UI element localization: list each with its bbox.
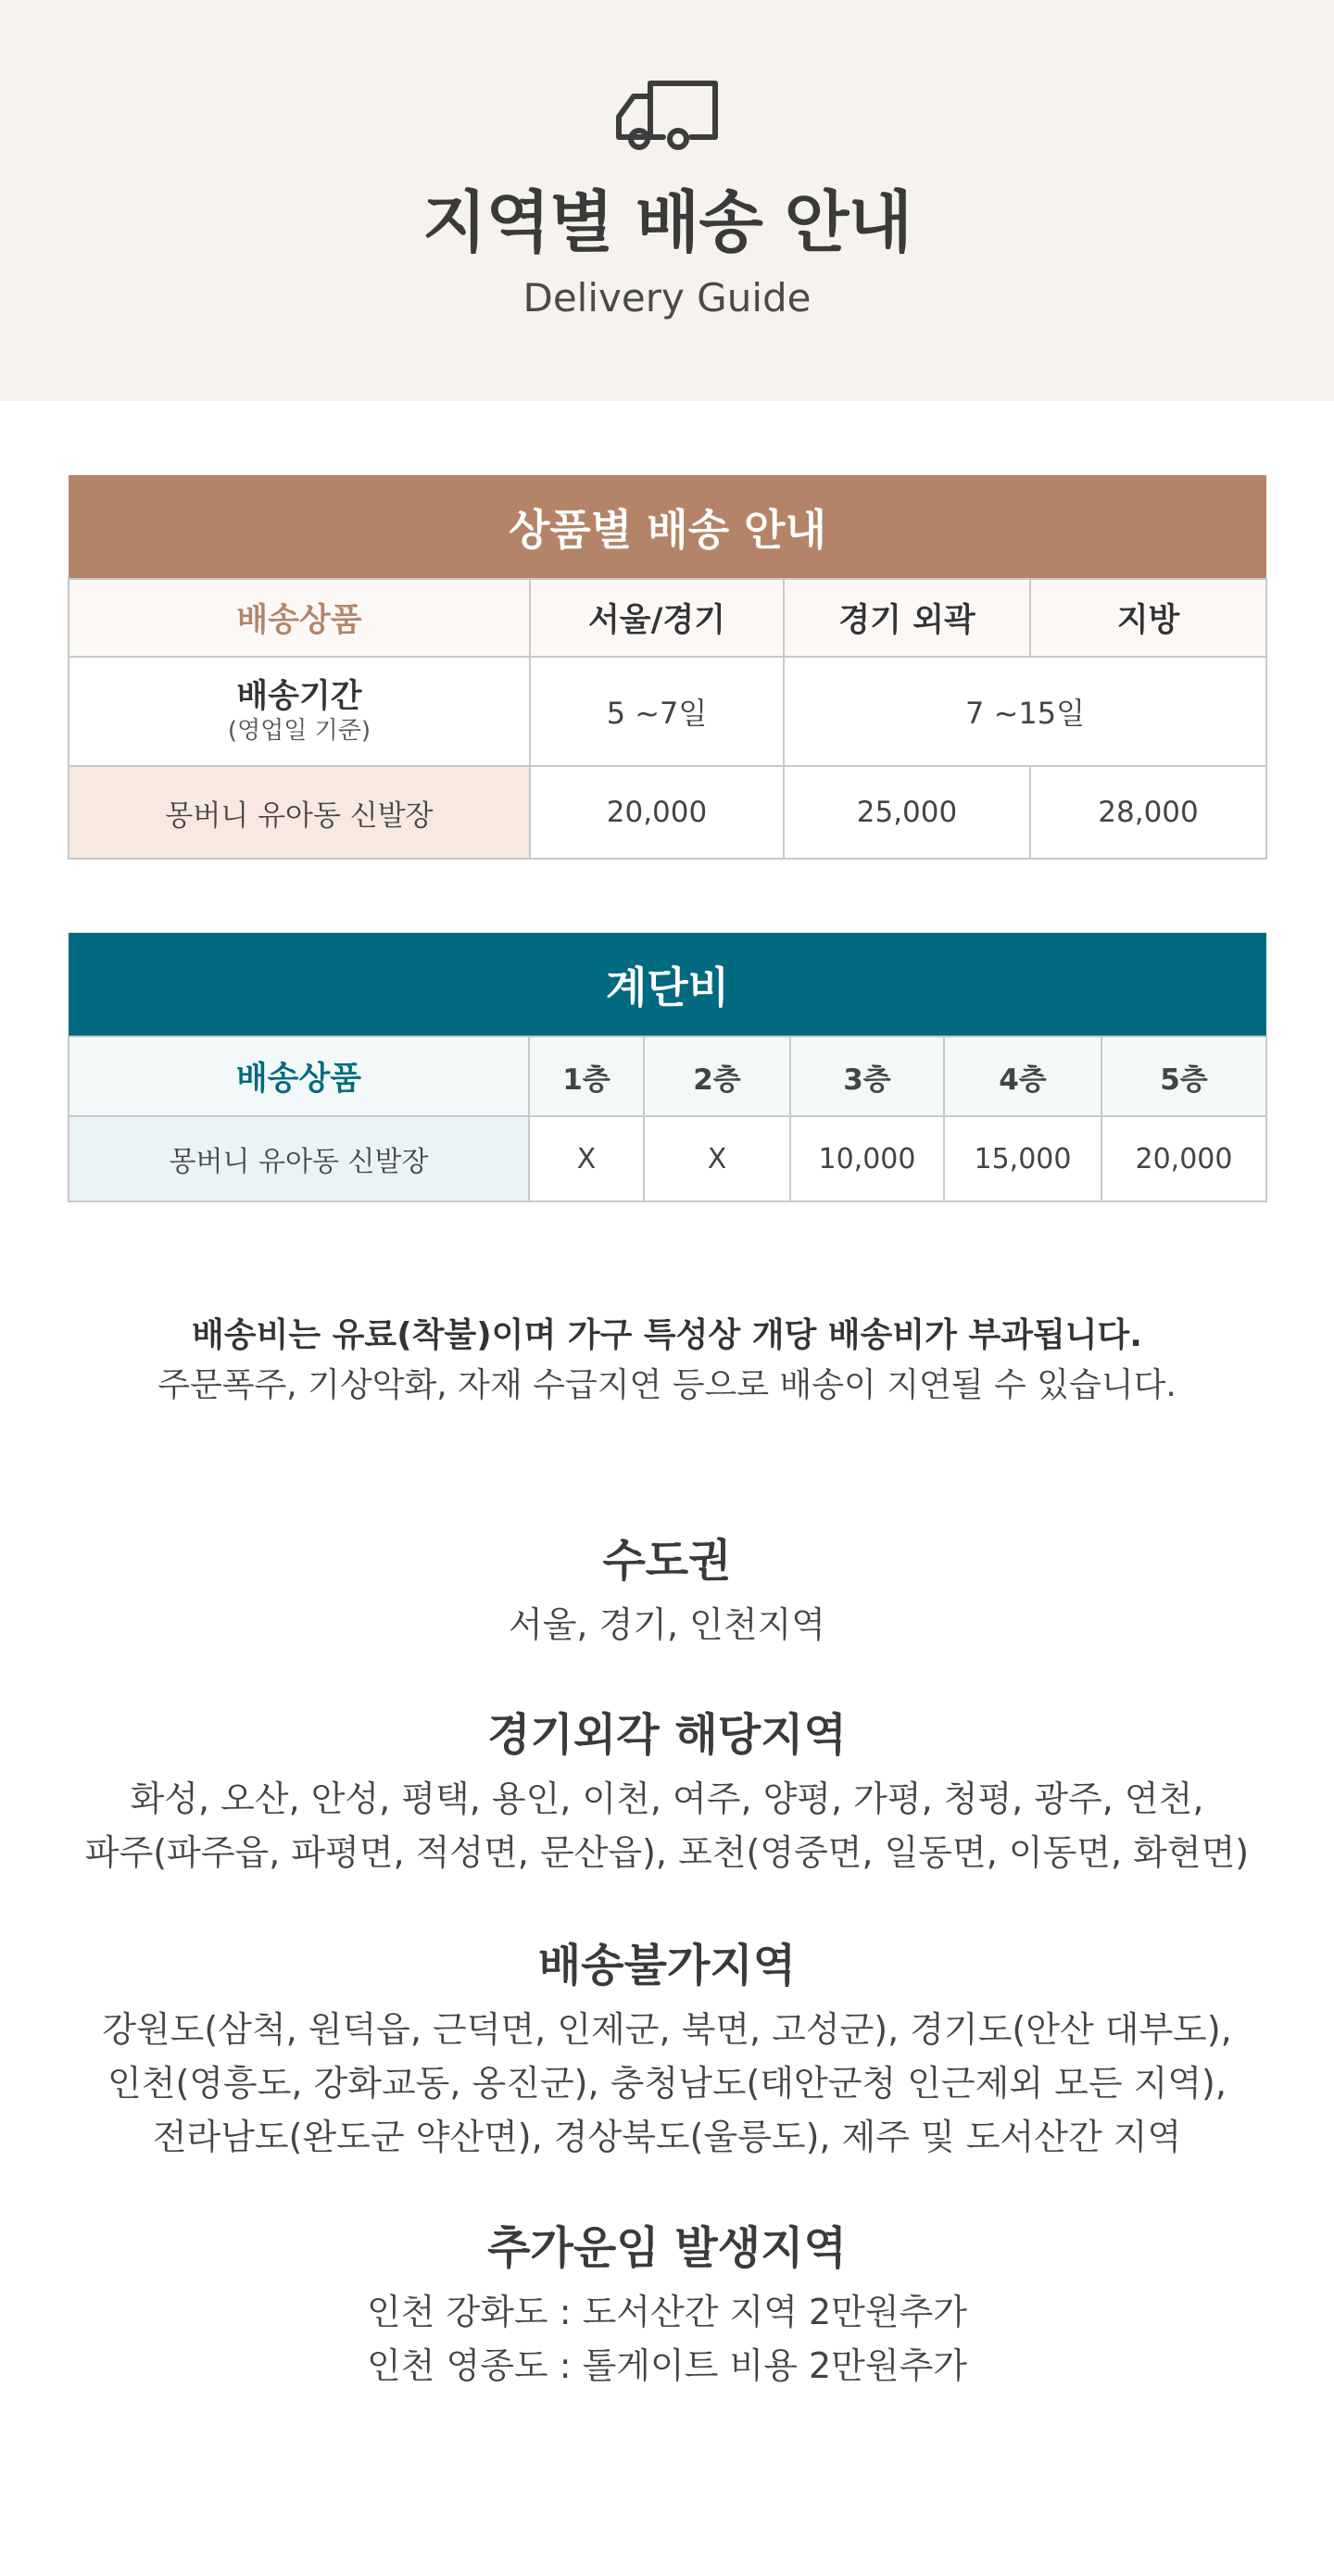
section-line: 강원도(삼척, 원덕읍, 근덕면, 인제군, 북면, 고성군), 경기도(안산 대부도),: [102, 2009, 1232, 2050]
fee-floor-1: X: [529, 1116, 644, 1201]
header-floor-1: 1층: [529, 1037, 644, 1116]
price-outer: 25,000: [784, 766, 1030, 859]
shipping-fee-table: [68, 475, 1267, 860]
page-subtitle: Delivery Guide: [522, 275, 812, 320]
header-seoul: 서울/경기: [530, 579, 784, 657]
section-line: 파주(파주읍, 파평면, 적성면, 문산읍), 포천(영중면, 일동면, 이동면, 화현면): [84, 1832, 1250, 1873]
period-label-cell: [69, 657, 530, 766]
fee-floor-5: 20,000: [1101, 1116, 1266, 1201]
header-region: 지방: [1030, 579, 1266, 657]
table-row: [69, 766, 1266, 859]
table-row: [69, 657, 1266, 766]
section-line: 인천(영흥도, 강화교동, 옹진군), 충청남도(태안군청 인근제외 모든 지역),: [107, 2063, 1227, 2104]
period-label: 배송기간: [236, 678, 362, 715]
header-floor-3: 3층: [790, 1037, 944, 1116]
section-title: 경기외각 해당지역: [487, 1709, 847, 1761]
stair-fee-table: [68, 933, 1267, 1202]
period-seoul: 5 ~7일: [530, 657, 784, 766]
section-line: 서울, 경기, 인천지역: [509, 1604, 825, 1645]
table-header-row: [69, 579, 1266, 657]
shipping-table-title: 상품별 배송 안내: [69, 475, 1266, 579]
section-title: 추가운임 발생지역: [487, 2222, 847, 2274]
period-other: 7 ~15일: [784, 657, 1266, 766]
header-product: 배송상품: [69, 579, 530, 657]
section-title: 수도권: [602, 1535, 732, 1587]
region-section-outer: [0, 1698, 1334, 1879]
section-line: 인천 영종도 : 톨게이트 비용 2만원추가: [367, 2345, 967, 2386]
page-title: 지역별 배송 안내: [422, 183, 912, 261]
fee-floor-2: X: [644, 1116, 790, 1201]
hero-banner: [0, 0, 1334, 401]
table-row: [69, 1116, 1266, 1201]
header-floor-4: 4층: [944, 1037, 1101, 1116]
stair-table-title: 계단비: [69, 933, 1266, 1037]
header-product: 배송상품: [69, 1037, 529, 1116]
price-seoul: 20,000: [530, 766, 784, 859]
header-outer: 경기 외곽: [784, 579, 1030, 657]
product-name: 몽버니 유아동 신발장: [69, 1116, 529, 1201]
header-floor-2: 2층: [644, 1037, 790, 1116]
shipping-notice: [0, 1309, 1334, 1409]
region-section-unavailable: [0, 1929, 1334, 2164]
section-line: 전라남도(완도군 약산면), 경상북도(울릉도), 제주 및 도서산간 지역: [152, 2117, 1182, 2157]
region-section-capital: [0, 1524, 1334, 1652]
product-name: 몽버니 유아동 신발장: [69, 766, 530, 859]
truck-icon: [613, 74, 721, 156]
price-region: 28,000: [1030, 766, 1266, 859]
fee-floor-3: 10,000: [790, 1116, 944, 1201]
section-title: 배송불가지역: [537, 1940, 797, 1992]
notice-line-2: 주문폭주, 기상악화, 자재 수급지연 등으로 배송이 지연될 수 있습니다.: [157, 1366, 1177, 1404]
section-line: 인천 강화도 : 도서산간 지역 2만원추가: [367, 2292, 967, 2332]
notice-line-1: 배송비는 유료(착불)이며 가구 특성상 개당 배송비가 부과됩니다.: [192, 1316, 1142, 1354]
period-note: (영업일 기준): [227, 717, 371, 745]
region-section-extra-fee: [0, 2211, 1334, 2393]
table-header-row: [69, 1037, 1266, 1116]
header-floor-5: 5층: [1101, 1037, 1266, 1116]
fee-floor-4: 15,000: [944, 1116, 1101, 1201]
section-line: 화성, 오산, 안성, 평택, 용인, 이천, 여주, 양평, 가평, 청평, 광주, 연천,: [130, 1778, 1204, 1819]
